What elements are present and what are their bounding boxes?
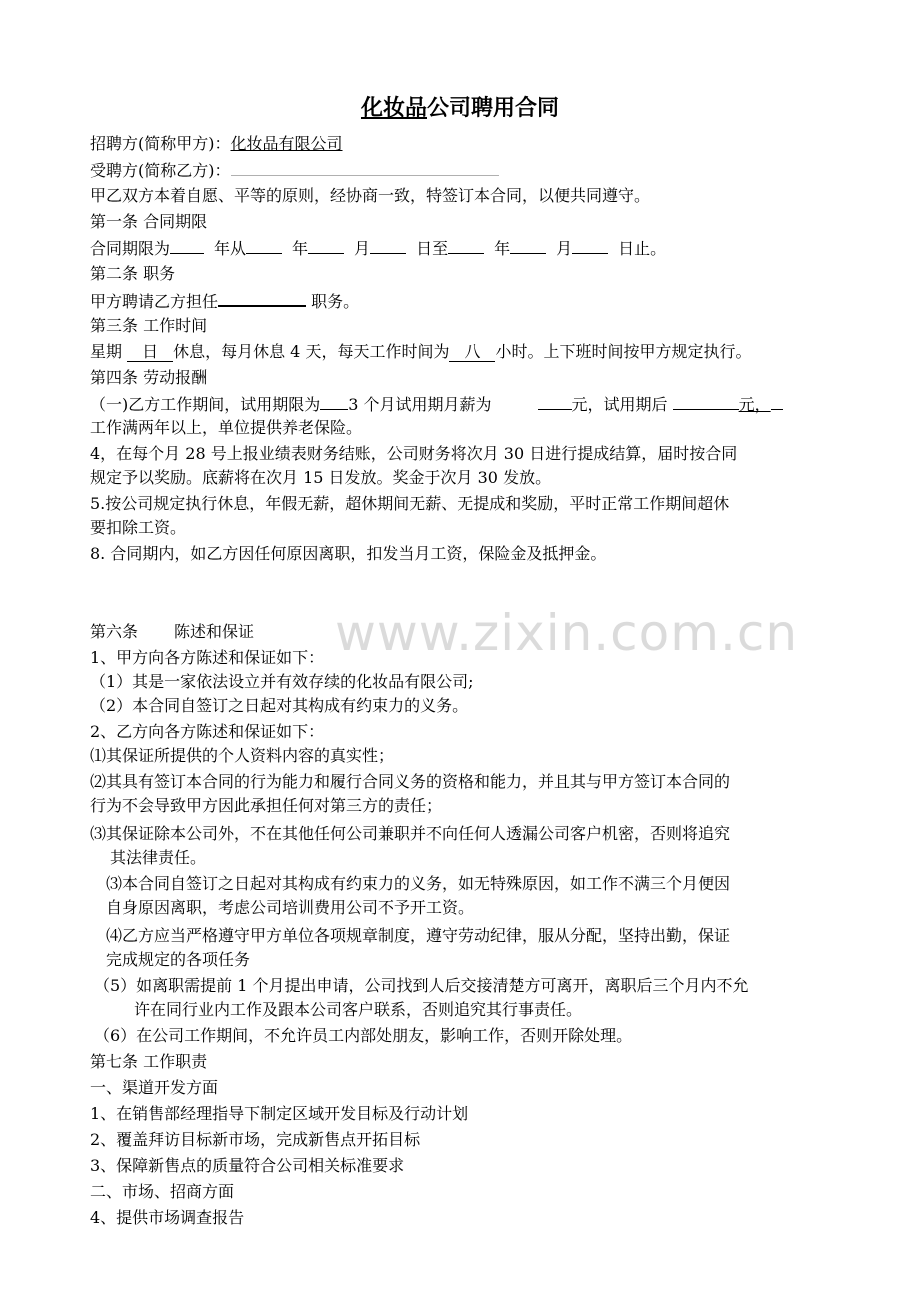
party-b-item-3-line-2: 其法律责任。 bbox=[110, 848, 207, 867]
party-b-item-3b-line-1: ⑶本合同自签订之日起对其构成有约束力的义务，如无特殊原因，如工作不满三个月便因 bbox=[106, 874, 731, 893]
item-8: 8. 合同期内，如乙方因任何原因离职，扣发当月工资，保险金及抵押金。 bbox=[90, 544, 607, 563]
item-4-line-2: 规定予以奖励。底薪将在次月 15 日发放。奖金于次月 30 发放。 bbox=[90, 468, 552, 487]
article-4-heading: 第四条 劳动报酬 bbox=[90, 368, 208, 387]
party-b-item-2-line-1: ⑵其具有签订本合同的行为能力和履行合同义务的资格和能力，并且其与甲方签订本合同的 bbox=[90, 772, 731, 791]
duty-item-1: 1、在销售部经理指导下制定区域开发目标及行动计划 bbox=[90, 1104, 469, 1123]
term-text: 日止。 bbox=[618, 239, 667, 258]
article-1-heading: 第一条 合同期限 bbox=[90, 212, 208, 231]
end-month-blank bbox=[510, 238, 546, 254]
term-text: 年 bbox=[292, 239, 309, 258]
article-1-term bbox=[90, 238, 666, 259]
article-2-text bbox=[90, 290, 359, 312]
term-text: 年 bbox=[494, 239, 511, 258]
duty-item-2: 2、覆盖拜访目标新市场，完成新售点开拓目标 bbox=[90, 1130, 421, 1149]
end-year-blank bbox=[448, 238, 484, 254]
salary-underline-tail bbox=[771, 394, 783, 410]
duty-item-3: 3、保障新售点的质量符合公司相关标准要求 bbox=[90, 1156, 405, 1175]
salary-text: 3 个月试用期月薪为 bbox=[348, 395, 492, 414]
worktime-text: 小时。上下班时间按甲方规定执行。 bbox=[495, 342, 752, 361]
employer-value: 化妆品有限公司 bbox=[230, 134, 343, 153]
salary-text: （一)乙方工作期间，试用期限为 bbox=[90, 395, 321, 414]
term-text: 月 bbox=[354, 239, 371, 258]
employer-label: 招聘方(简称甲方)： bbox=[90, 134, 231, 153]
employee-name-blank bbox=[231, 160, 499, 176]
end-day-blank bbox=[572, 238, 608, 254]
item-4-line-1: 4，在每个月 28 号上报业绩表财务结账，公司财务将次月 30 日进行提成结算，届时按合同 bbox=[90, 444, 738, 463]
rest-day-value: 日 bbox=[127, 343, 173, 362]
employer-line bbox=[90, 134, 343, 154]
item-5-line-1: 5.按公司规定执行休息，年假无薪，超休期间无薪、无提成和奖励，平时正常工作期间超休 bbox=[90, 494, 730, 513]
salary-text: 元，试用期后 bbox=[571, 395, 673, 414]
start-day-blank bbox=[370, 238, 406, 254]
duties-section-1: 一、渠道开发方面 bbox=[90, 1078, 219, 1097]
article-6-number: 第六条 bbox=[90, 622, 139, 641]
article-4-line-1 bbox=[90, 394, 783, 415]
start-year-blank bbox=[246, 238, 282, 254]
term-years-blank bbox=[170, 238, 204, 254]
article-6-heading bbox=[90, 622, 254, 642]
party-a-warranty: 1、甲方向各方陈述和保证如下： bbox=[90, 648, 325, 667]
party-b-item-5-line-2: 许在同行业内工作及跟本公司客户联系，否则追究其行事责任。 bbox=[134, 1000, 583, 1019]
regular-salary-blank bbox=[673, 394, 739, 410]
term-text: 合同期限为 bbox=[90, 239, 171, 258]
article-2-heading: 第二条 职务 bbox=[90, 264, 176, 283]
duties-section-2: 二、市场、招商方面 bbox=[90, 1182, 235, 1201]
term-text: 日至 bbox=[416, 239, 449, 258]
employee-line bbox=[90, 160, 499, 181]
intro-paragraph: 甲乙双方本着自愿、平等的原则，经协商一致，特签订本合同，以便共同遵守。 bbox=[90, 186, 651, 205]
worktime-text: 星期 bbox=[90, 342, 128, 361]
title-rest: 公司聘用合同 bbox=[427, 95, 560, 121]
article-3-text bbox=[90, 342, 751, 362]
article-4-line-2: 工作满两年以上，单位提供养老保险。 bbox=[90, 418, 363, 437]
daily-hours-value: 八 bbox=[449, 343, 495, 362]
party-b-item-6: （6）在公司工作期间，不允许员工内部处朋友，影响工作，否则开除处理。 bbox=[94, 1026, 633, 1045]
article-3-heading: 第三条 工作时间 bbox=[90, 316, 208, 335]
party-b-item-4-line-1: ⑷乙方应当严格遵守甲方单位各项规章制度，遵守劳动纪律，服从分配，坚持出勤，保证 bbox=[106, 926, 731, 945]
term-text: 年从 bbox=[214, 239, 247, 258]
employee-label: 受聘方(简称乙方)： bbox=[90, 161, 231, 180]
article-7-heading: 第七条 工作职责 bbox=[90, 1052, 208, 1071]
item-5-line-2: 要扣除工资。 bbox=[90, 518, 187, 537]
party-b-warranty: 2、乙方向各方陈述和保证如下： bbox=[90, 722, 325, 741]
worktime-text: 休息，每月休息 4 天，每天工作时间为 bbox=[173, 342, 450, 361]
party-a-item-1: （1）其是一家依法设立并有效存续的化妆品有限公司; bbox=[90, 672, 474, 691]
article-6-title: 陈述和保证 bbox=[174, 622, 255, 641]
position-blank bbox=[218, 290, 306, 307]
salary-text: 元， bbox=[738, 395, 771, 414]
position-text: 甲方聘请乙方担任 bbox=[90, 292, 219, 311]
term-text: 月 bbox=[556, 239, 573, 258]
start-month-blank bbox=[308, 238, 344, 254]
position-text: 职务。 bbox=[306, 292, 360, 311]
party-a-item-2: （2）本合同自签订之日起对其构成有约束力的义务。 bbox=[90, 696, 469, 715]
contract-title bbox=[0, 94, 920, 122]
party-b-item-5-line-1: （5）如离职需提前 1 个月提出申请，公司找到人后交接清楚方可离开，离职后三个月内不允 bbox=[94, 976, 749, 995]
duty-item-4: 4、提供市场调查报告 bbox=[90, 1208, 245, 1227]
title-company-type: 化妆品 bbox=[360, 95, 427, 121]
watermark-text: www.zixin.com.cn bbox=[335, 604, 799, 662]
party-b-item-2-line-2: 行为不会导致甲方因此承担任何对第三方的责任； bbox=[90, 796, 443, 815]
party-b-item-3b-line-2: 自身原因离职，考虑公司培训费用公司不予开工资。 bbox=[106, 898, 475, 917]
party-b-item-3-line-1: ⑶其保证除本公司外，不在其他任何公司兼职并不向任何人透漏公司客户机密，否则将追究 bbox=[90, 824, 731, 843]
party-b-item-1: ⑴其保证所提供的个人资料内容的真实性； bbox=[90, 746, 395, 765]
party-b-item-4-line-2: 完成规定的各项任务 bbox=[106, 950, 251, 969]
probation-salary-blank bbox=[538, 394, 572, 410]
probation-blank bbox=[320, 394, 348, 410]
